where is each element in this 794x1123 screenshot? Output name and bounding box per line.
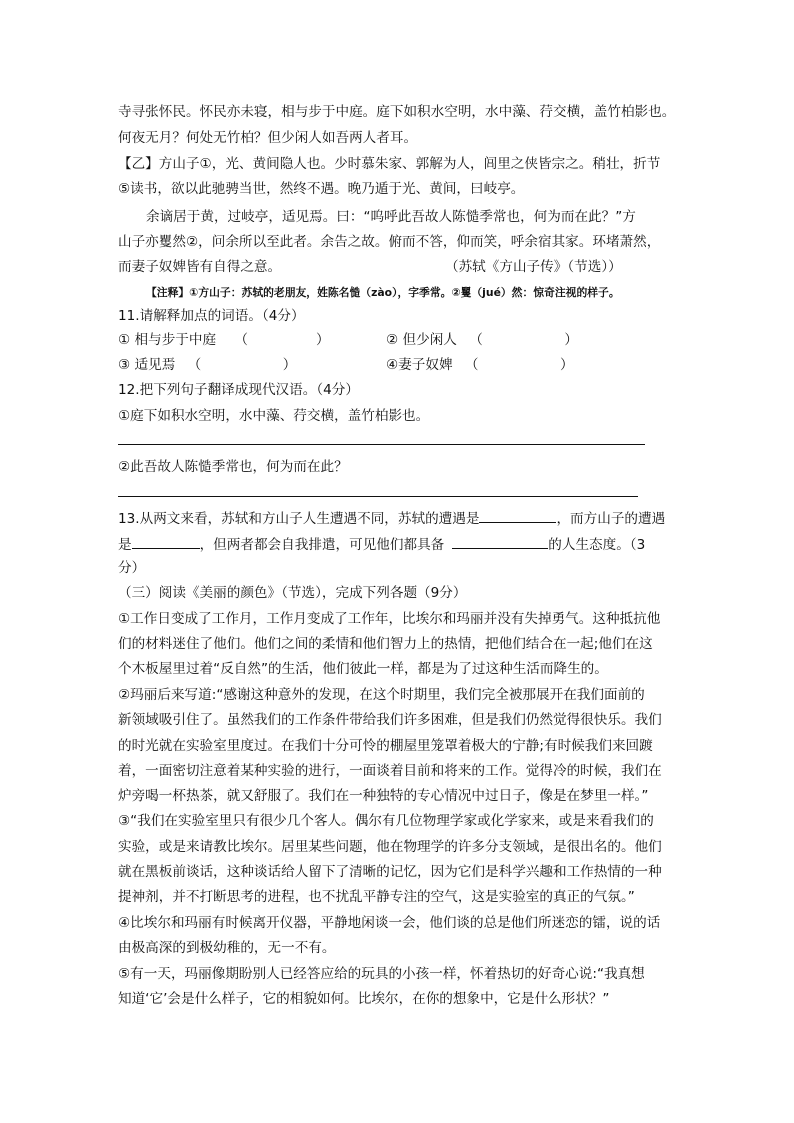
q13-line-1 bbox=[118, 508, 665, 528]
para-5-line-1: ⑤有一天，玛丽像期盼别人已经答应给的玩具的小孩一样，怀着热切的好奇心说:“我真想 bbox=[118, 966, 645, 982]
para-3-line-3: 就在黑板前谈话，这种谈话给人留下了清晰的记忆，因为它们是科学兴趣和工作热情的一种 bbox=[118, 864, 662, 880]
q11-item-2-blank[interactable]: （ ） bbox=[469, 332, 578, 348]
para-5-line-2: 知道‘它’会是什么样子，它的相貌如何。比埃尔，在你的想象中，它是什么形状？” bbox=[118, 991, 610, 1007]
q11-item-4-text: ④妻子奴婢 bbox=[386, 357, 453, 373]
q13-line-2-text-a: 是 bbox=[118, 537, 132, 553]
q11-item-1 bbox=[118, 331, 330, 349]
passage-line-2: 何夜无月？何处无竹柏？但少闲人如吾两人者耳。 bbox=[118, 130, 418, 146]
section3-title: （三）阅读《美丽的颜色》（节选），完成下列各题（9分） bbox=[118, 585, 467, 601]
passage-line-1: 寺寻张怀民。怀民亦未寝，相与步于中庭。庭下如积水空明，水中藻、荇交横，盖竹柏影也。 bbox=[118, 104, 676, 120]
para-1-line-2: 们的材料迷住了他们。他们之间的柔情和他们智力上的热情，把他们结合在一起;他们在这 bbox=[118, 636, 653, 652]
q13-blank-3[interactable] bbox=[452, 534, 548, 549]
q13-line-1-text-a: 13.从两文来看，苏轼和方山子人生遭遇不同，苏轼的遭遇是 bbox=[118, 511, 480, 527]
q13-blank-1[interactable] bbox=[479, 508, 556, 523]
para-4-line-1: ④比埃尔和玛丽有时候离开仪器，平静地闲谈一会，他们谈的总是他们所迷恋的镭，说的话 bbox=[118, 915, 661, 931]
q12-title: 12.把下列句子翻译成现代汉语。（4分） bbox=[118, 382, 359, 398]
q11-title: 11.请解释加点的词语。（4分） bbox=[118, 308, 305, 324]
q12-answer-line-2[interactable] bbox=[118, 496, 638, 497]
annotation-note: 【注释】①方山子：苏轼的老朋友，姓陈名慥（zào），字季常。②矍（jué）然：惊奇注视的样子。 bbox=[146, 286, 620, 299]
para-3-line-1: ③“我们在实验室里只有很少几个客人。偶尔有几位物理学家或化学家来，或是来看我们的 bbox=[118, 813, 654, 829]
passage-b-line-4: 山子亦矍然②，问余所以至此者。余告之故。俯而不答，仰而笑，呼余宿其家。环堵萧然， bbox=[118, 234, 661, 250]
para-4-line-2: 由极高深的到极幼稚的，无一不有。 bbox=[118, 940, 336, 956]
q11-item-1-text: ① 相与步于中庭 bbox=[118, 332, 217, 348]
q13-line-2-text-c: 的人生态度。（3 bbox=[548, 537, 646, 553]
passage-source: （苏轼《方山子传》（节选）） bbox=[445, 259, 622, 275]
para-2-line-3: 的时光就在实验室里度过。在我们十分可怜的棚屋里笼罩着极大的宁静;有时候我们来回踱 bbox=[118, 738, 653, 754]
para-2-line-5: 炉旁喝一杯热茶，就又舒服了。我们在一种独特的专心情况中过日子，像是在梦里一样。” bbox=[118, 788, 649, 804]
q13-line-3: 分） bbox=[118, 560, 146, 576]
passage-b-line-2: ⑤读书，欲以此驰骋当世，然终不遇。晚乃遁于光、黄间，曰岐亭。 bbox=[118, 181, 525, 197]
q11-item-4 bbox=[386, 356, 574, 374]
q13-line-2 bbox=[118, 534, 645, 554]
passage-b-line-5-text: 而妻子奴婢皆有自得之意。 bbox=[118, 259, 282, 275]
passage-b-line-3: 余谪居于黄，过岐亭，适见焉。曰：“呜呼此吾故人陈慥季常也，何为而在此？”方 bbox=[146, 209, 636, 225]
q12-answer-line-1[interactable] bbox=[118, 444, 645, 445]
q11-item-2-text: ② 但少闲人 bbox=[386, 332, 457, 348]
passage-b-line-1: 【乙】方山子①，光、黄间隐人也。少时慕朱家、郭解为人，闾里之侠皆宗之。稍壮，折节 bbox=[118, 156, 661, 172]
q13-line-1-text-b: ，而方山子的遭遇 bbox=[556, 511, 666, 527]
para-3-line-4: 提神剂，并不打断思考的进程，也不扰乱平静专注的空气，这是实验室的真正的气氛。” bbox=[118, 889, 635, 905]
q13-line-2-text-b: ，但两者都会自我排遣，可见他们都具备 bbox=[199, 537, 445, 553]
q11-item-3-blank[interactable]: （ ） bbox=[187, 357, 297, 373]
q11-item-3-text: ③ 适见焉 bbox=[118, 357, 176, 373]
q11-item-3 bbox=[118, 356, 296, 374]
q11-item-4-blank[interactable]: （ ） bbox=[464, 357, 574, 373]
para-1-line-3: 个木板屋里过着“反自然”的生活，他们彼此一样，都是为了过这种生活而降生的。 bbox=[118, 661, 608, 677]
q11-item-1-blank[interactable]: （ ） bbox=[234, 332, 330, 348]
passage-b-line-5 bbox=[118, 258, 281, 276]
para-2-line-4: 着，一面密切注意着某种实验的进行，一面谈着目前和将来的工作。觉得冷的时候，我们在 bbox=[118, 763, 662, 779]
para-2-line-2: 新领域吸引住了。虽然我们的工作条件带给我们许多困难，但是我们仍然觉得很快乐。我们 bbox=[118, 712, 662, 728]
q11-item-2 bbox=[386, 331, 578, 349]
para-2-line-1: ②玛丽后来写道:“感谢这种意外的发现，在这个时期里，我们完全被那展开在我们面前的 bbox=[118, 687, 645, 703]
para-1-line-1: ①工作日变成了工作月，工作月变成了工作年，比埃尔和玛丽并没有失掉勇气。这种抵抗他 bbox=[118, 611, 661, 627]
q12-sentence-2: ②此吾故人陈慥季常也，何为而在此？ bbox=[118, 459, 348, 475]
q13-blank-2[interactable] bbox=[132, 534, 200, 549]
para-3-line-2: 实验，或是来请教比埃尔。居里某些问题，他在物理学的许多分支领域，是很出名的。他们 bbox=[118, 839, 662, 855]
q12-sentence-1: ①庭下如积水空明，水中藻、荇交横，盖竹柏影也。 bbox=[118, 408, 430, 424]
